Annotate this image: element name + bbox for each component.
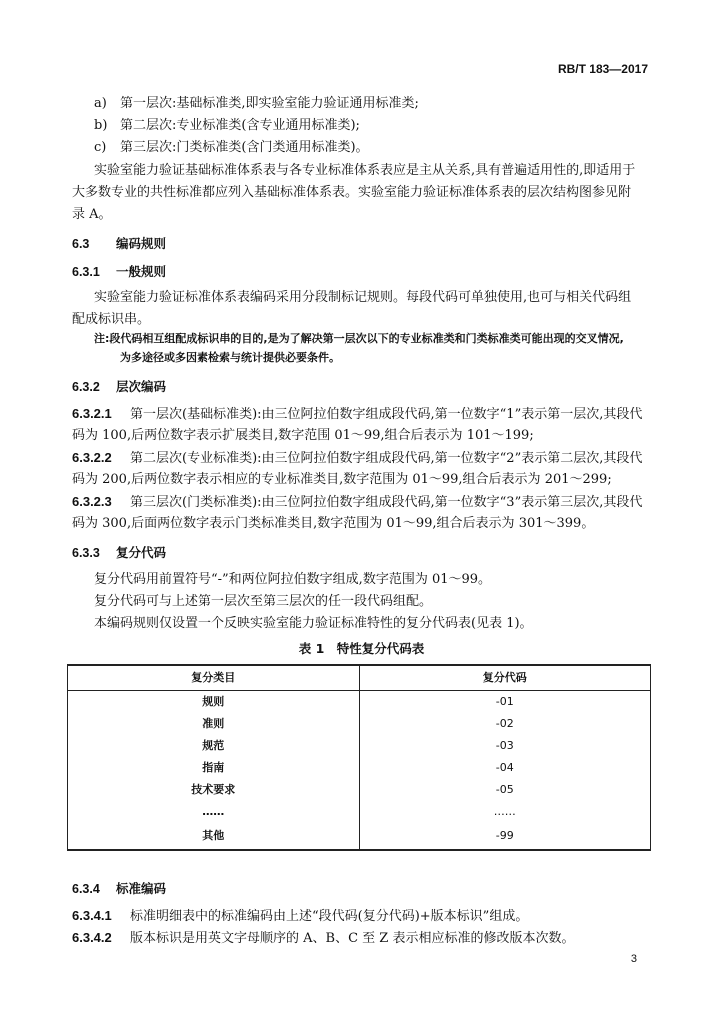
clause-line (72, 403, 642, 426)
table-row (68, 757, 651, 779)
category-cell: …… (68, 801, 360, 823)
clause-text: 第一层次(基础标准类):由三位阿拉伯数字组成段代码,第一位数字“1”表示第一层次,其段代 (130, 407, 643, 422)
category-cell: 指南 (68, 757, 360, 779)
code-cell: -04 (359, 757, 651, 779)
list-item (94, 115, 360, 137)
clause-number: 6.3.2.2 (72, 450, 112, 465)
category-cell: 规范 (68, 735, 360, 757)
table-row (68, 779, 651, 801)
clause-line (72, 927, 574, 950)
list-marker: c) (94, 140, 107, 155)
section-heading-6-3-1 (72, 261, 166, 283)
clause-number: 6.3.2.1 (72, 406, 112, 421)
clause-text: 第二层次(专业标准类):由三位阿拉伯数字组成段代码,第一位数字“2”表示第二层次,其段代 (130, 451, 643, 466)
section-heading-6-3-2 (72, 376, 166, 398)
paragraph-line: 复分代码用前置符号“-”和两位阿拉伯数字组成,数字范围为 01～99。 (94, 572, 492, 587)
paragraph-line: 实验室能力验证标准体系表编码采用分段制标记规则。每段代码可单独使用,也可与相关代码组 (94, 290, 632, 305)
table-row (68, 691, 651, 714)
section-number: 6.3.3 (72, 546, 100, 560)
page-number: 3 (630, 953, 637, 965)
section-number: 6.3.1 (72, 265, 100, 279)
list-text: 第三层次:门类标准类(含门类通用标准类)。 (120, 140, 369, 155)
category-cell: 规则 (68, 691, 360, 714)
table-row (68, 823, 651, 850)
clause-line: 码为 100,后两位数字表示扩展类目,数字范围 01～99,组合后表示为 101～199; (72, 428, 534, 443)
section-heading-6-3 (72, 233, 166, 255)
clause-text: 第三层次(门类标准类):由三位阿拉伯数字组成段代码,第一位数字“3”表示第三层次,其段代 (130, 495, 643, 510)
section-heading-6-3-4 (72, 878, 166, 900)
feature-code-table (67, 664, 651, 851)
document-id: RB/T 183—2017 (557, 62, 648, 76)
paragraph-line: 本编码规则仅设置一个反映实验室能力验证标准特性的复分代码表(见表 1)。 (94, 616, 533, 631)
clause-line (72, 447, 642, 470)
paragraph-line: 录 A。 (72, 207, 112, 222)
section-title: 复分代码 (116, 546, 167, 560)
clause-text: 标准明细表中的标准编码由上述“段代码(复分代码)+版本标识”组成。 (130, 909, 529, 924)
section-number: 6.3 (72, 237, 90, 251)
clause-line: 码为 200,后两位数字表示相应的专业标准类目,数字范围为 01～99,组合后表示为 201～299; (72, 472, 612, 487)
section-heading-6-3-3 (72, 542, 166, 564)
clause-line: 码为 300,后面两位数字表示门类标准类目,数字范围为 01～99,组合后表示为 301～399。 (72, 516, 595, 531)
section-title: 编码规则 (116, 237, 167, 251)
section-title: 一般规则 (116, 265, 167, 279)
code-cell: …… (359, 801, 651, 823)
column-header-category: 复分类目 (68, 665, 360, 691)
note-line: 为多途径或多因素检索与统计提供必要条件。 (120, 351, 340, 364)
list-item (94, 137, 369, 159)
column-header-code: 复分代码 (359, 665, 651, 691)
paragraph-line: 配成标识串。 (72, 312, 151, 327)
code-cell: -02 (359, 713, 651, 735)
clause-number: 6.3.4.1 (72, 908, 112, 923)
clause-line (72, 491, 642, 514)
clause-line (72, 905, 528, 928)
clause-text: 版本标识是用英文字母顺序的 A、B、C 至 Z 表示相应标准的修改版本次数。 (130, 931, 575, 946)
code-cell: -05 (359, 779, 651, 801)
paragraph-line: 大多数专业的共性标准都应列入基础标准体系表。实验室能力验证标准体系表的层次结构图参见附 (72, 185, 632, 200)
paragraph-line: 复分代码可与上述第一层次至第三层次的任一段代码组配。 (94, 594, 433, 609)
category-cell: 其他 (68, 823, 360, 850)
list-item (94, 93, 419, 115)
table-caption: 表 1 特性复分代码表 (298, 641, 425, 656)
table-header-row (68, 665, 651, 691)
category-cell: 技术要求 (68, 779, 360, 801)
list-marker: a) (94, 96, 107, 111)
section-title: 层次编码 (116, 380, 167, 394)
list-marker: b) (94, 118, 108, 133)
table-row (68, 713, 651, 735)
section-title: 标准编码 (116, 882, 167, 896)
clause-number: 6.3.2.3 (72, 494, 112, 509)
note-line: 注:段代码相互组配成标识串的目的,是为了解决第一层次以下的专业标准类和门类标准类可能出现的交叉情况, (94, 332, 624, 345)
table-row (68, 801, 651, 823)
code-cell: -99 (359, 823, 651, 850)
section-number: 6.3.2 (72, 380, 100, 394)
list-text: 第一层次:基础标准类,即实验室能力验证通用标准类; (120, 96, 419, 111)
paragraph-line: 实验室能力验证基础标准体系表与各专业标准体系表应是主从关系,具有普遍适用性的,即适用于 (94, 163, 636, 178)
list-text: 第二层次:专业标准类(含专业通用标准类); (120, 118, 360, 133)
section-number: 6.3.4 (72, 882, 100, 896)
code-cell: -01 (359, 691, 651, 714)
clause-number: 6.3.4.2 (72, 930, 112, 945)
table-row (68, 735, 651, 757)
category-cell: 准则 (68, 713, 360, 735)
code-cell: -03 (359, 735, 651, 757)
